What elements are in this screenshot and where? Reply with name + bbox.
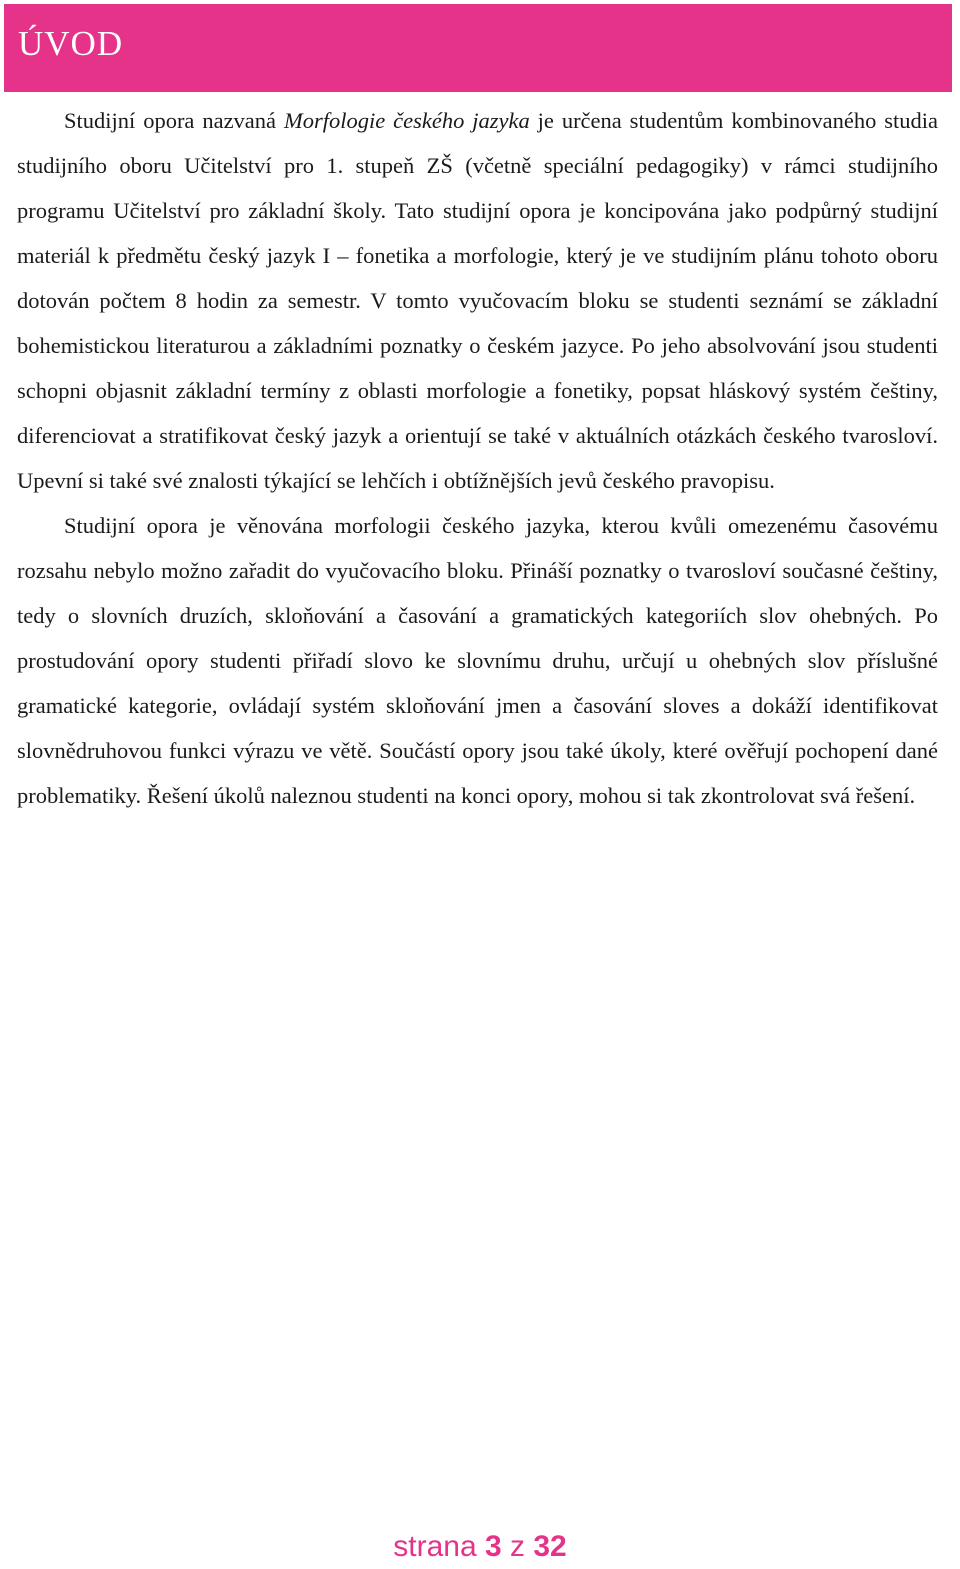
intro-paragraph-1: [17, 98, 938, 503]
paragraph-1-lead: Studijní opora nazvaná: [64, 108, 284, 133]
chapter-header-band: [4, 4, 952, 92]
chapter-body: [17, 98, 938, 818]
chapter-title: ÚVOD: [18, 24, 124, 63]
page-footer: [0, 1527, 960, 1567]
current-page-number: 3: [484, 1530, 502, 1563]
paragraph-1-rest: je určena studentům kombinovaného studia studijního oboru Učitelství pro 1. stupeň ZŠ (včetně speciální pedagogiky) v rámci studijního programu Učitelství pro základní školy. Tato studijní opora je koncipována jako podpůrný studijní materiál k předmětu český jazyk I – fonetika a morfologie, který je ve studijním plánu tohoto oboru dotován počtem 8 hodin za semestr. V tomto vyučovacím bloku se studenti seznámí se základní bohemistickou literaturou a základními poznatky o českém jazyce. Po jeho absolvování jsou studenti schopni objasnit základní termíny z oblasti morfologie a fonetiky, popsat hláskový systém češtiny, diferenciovat a stratifikovat český jazyk a orientují se také v aktuálních otázkách českého tvarosloví. Upevní si také své znalosti týkající se lehčích i obtížnějších jevů českého pravopisu.: [17, 108, 938, 493]
course-title-italic: Morfologie českého jazyka: [283, 108, 530, 133]
intro-paragraph-2: Studijní opora je věnována morfologii českého jazyka, kterou kvůli omezenému časovému rozsahu nebylo možno zařadit do vyučovacího bloku. Přináší poznatky o tvarosloví současné češtiny, tedy o slovních druzích, skloňování a časování a gramatických kategoriích slov ohebných. Po prostudování opory studenti přiřadí slovo ke slovnímu druhu, určují u ohebných slov příslušné gramatické kategorie, ovládají systém skloňování jmen a časování sloves a dokáží identifikovat slovnědruhovou funkci výrazu ve větě. Součástí opory jsou také úkoly, které ověřují pochopení dané problematiky. Řešení úkolů naleznou studenti na konci opory, mohou si tak zkontrolovat svá řešení.: [17, 513, 938, 808]
page-label-separator: z: [501, 1530, 534, 1563]
page-label-prefix: strana: [393, 1530, 485, 1563]
total-pages-number: 32: [533, 1530, 567, 1563]
